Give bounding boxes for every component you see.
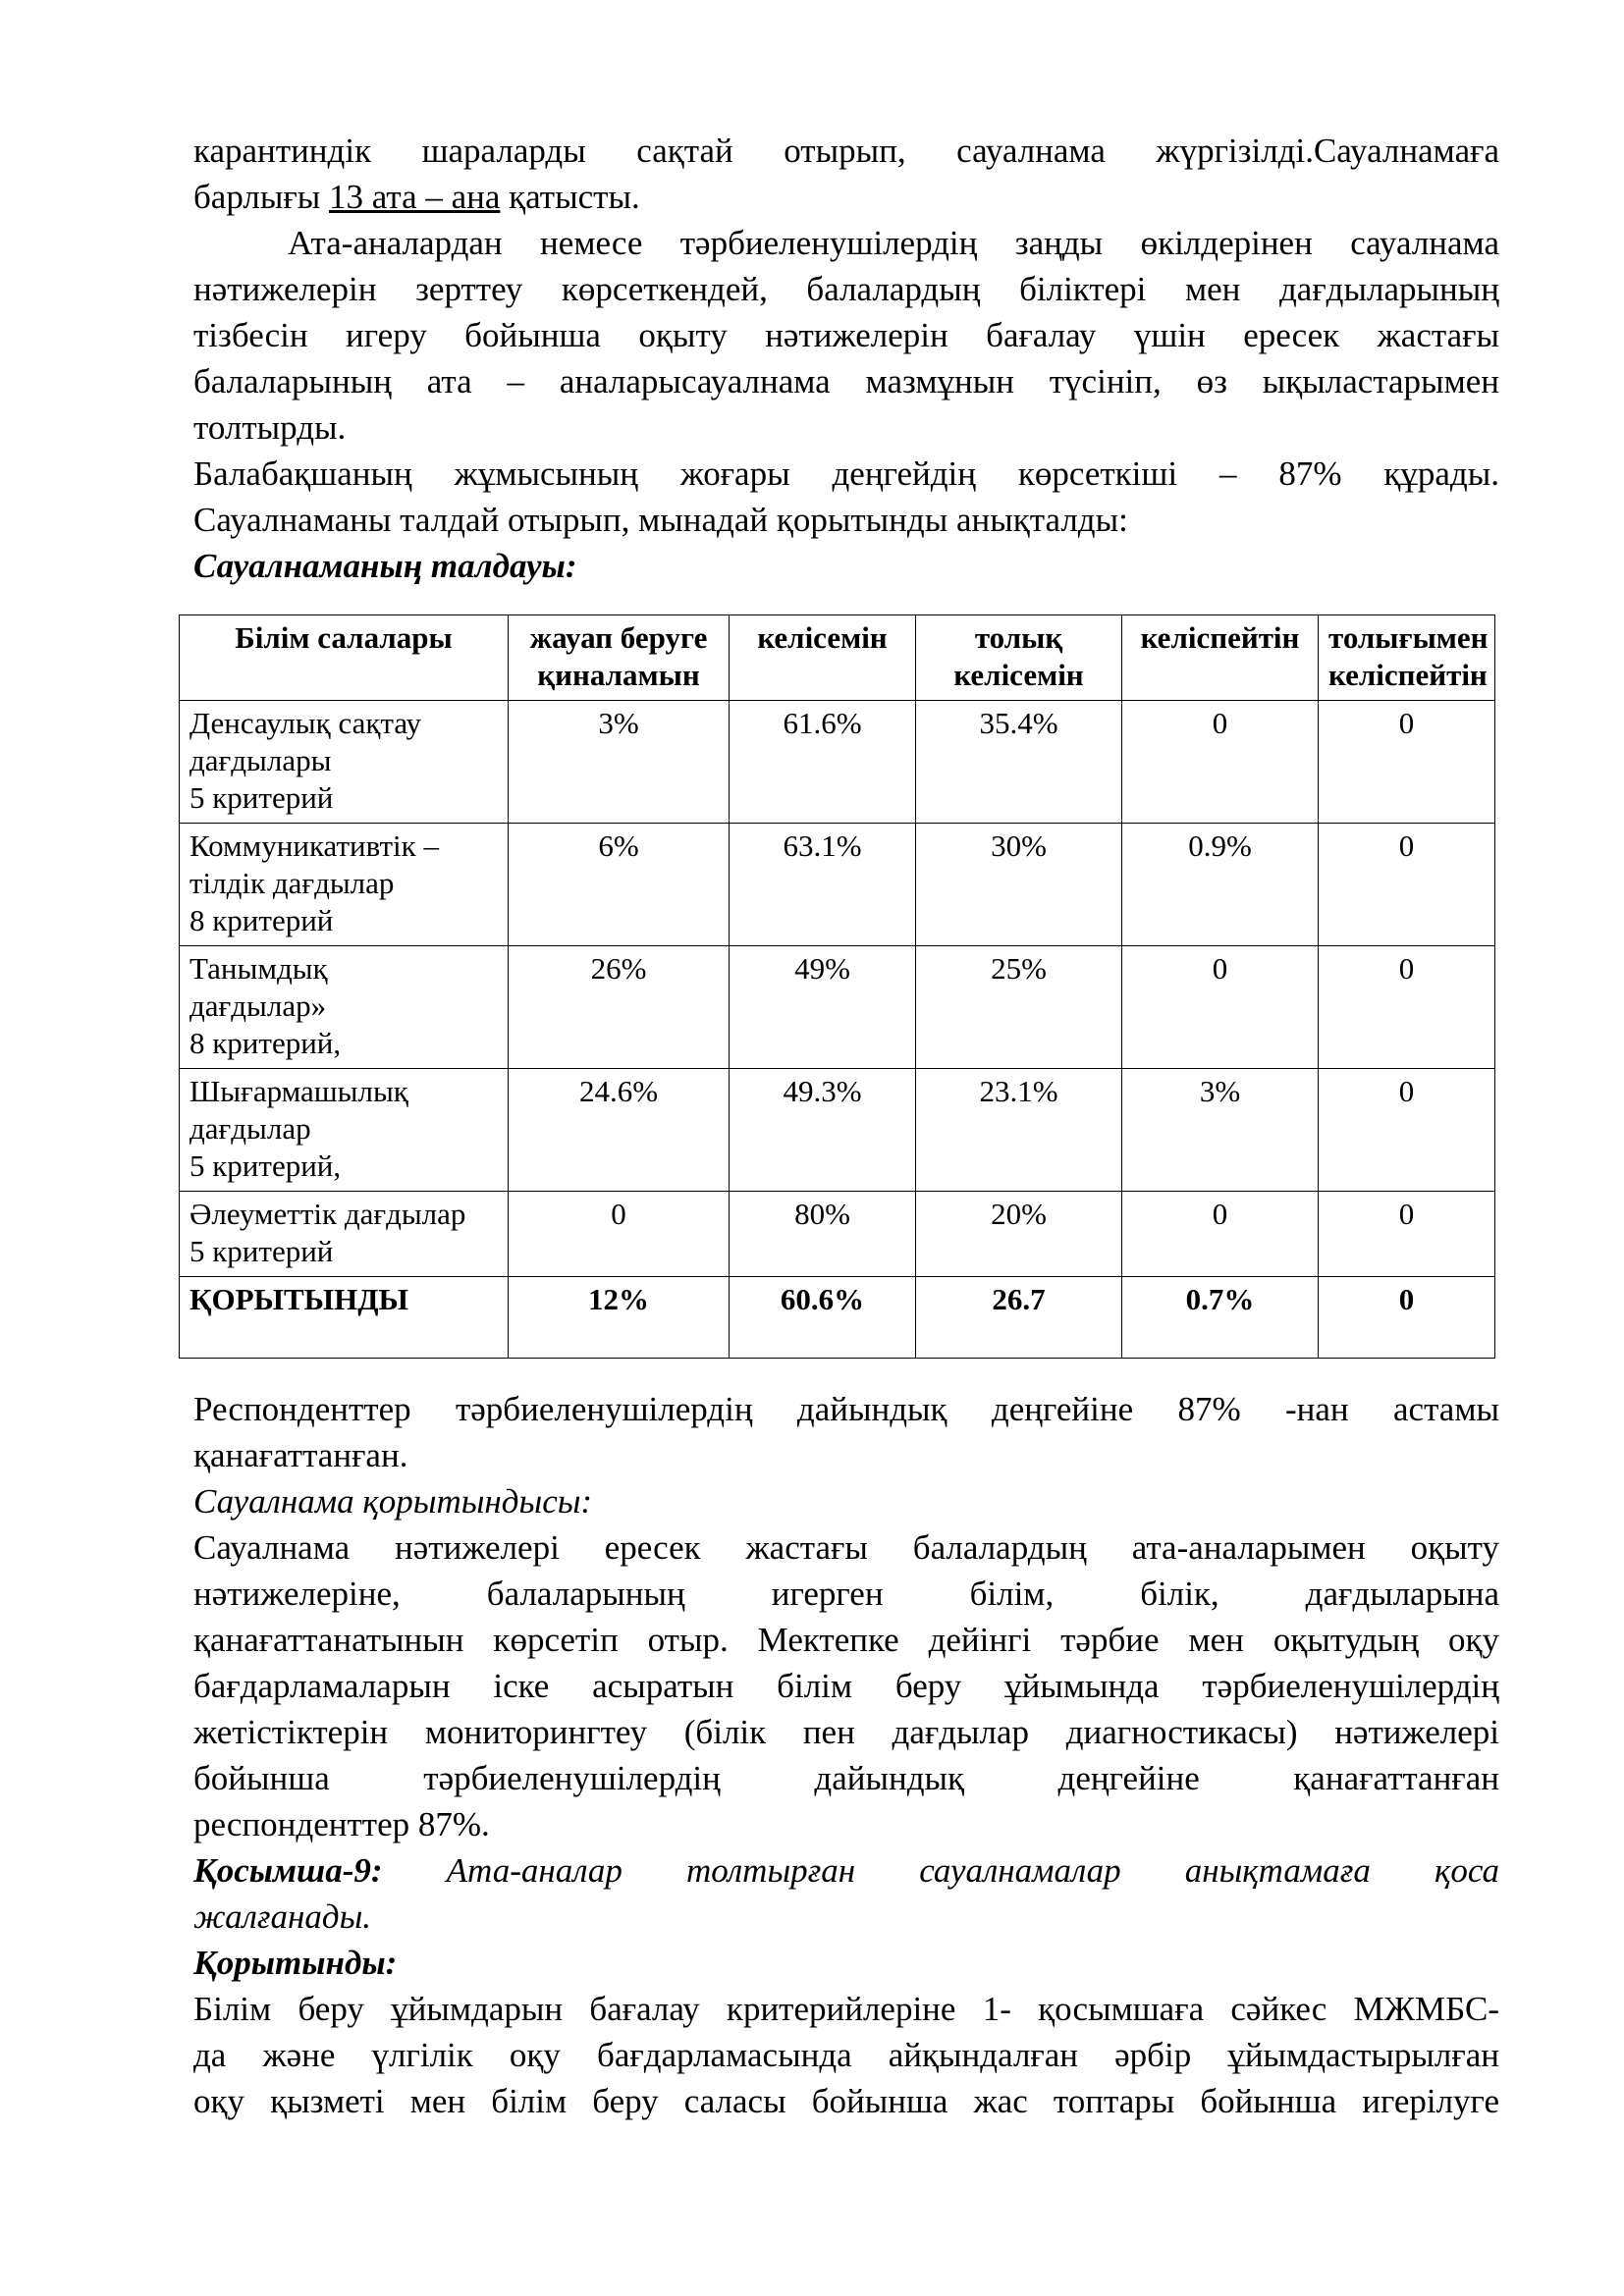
table-cell: 0 (1319, 1069, 1495, 1192)
paragraph-line: тізбесін игеру бойынша оқыту нәтижелерін бағалау үшін ересек жастағы (193, 316, 1499, 354)
conclusion-heading: Қорытынды: (193, 1944, 398, 1982)
row-label: Коммуникативтік – тілдік дағдылар 8 критерий (180, 824, 509, 946)
table-row (180, 1069, 1495, 1192)
table-header-row (180, 615, 1495, 701)
column-header: толығымен келіспейтін (1319, 615, 1495, 701)
row-label: Әлеуметтік дағдылар 5 критерий (180, 1192, 509, 1277)
paragraph-line: балаларының ата – аналарысауалнама мазмұнын түсініп, өз ықыластарымен (193, 362, 1499, 400)
total-cell: 0 (1319, 1277, 1495, 1359)
table-row (180, 946, 1495, 1069)
table-cell: 0.9% (1122, 824, 1319, 946)
annex-line (193, 1847, 1499, 1894)
paragraph-line: Балабақшаның жұмысының жоғары деңгейдің көрсеткіші – 87% құрады. (193, 454, 1499, 493)
column-header: Білім салалары (180, 615, 509, 701)
paragraph-line: карантиндік шараларды сақтай отырып, сауалнама жүргізілді.Сауалнамаға (193, 132, 1499, 170)
table-cell: 26% (509, 946, 730, 1069)
document-body-bottom (193, 1386, 1499, 2124)
table-cell: 0 (1319, 1192, 1495, 1277)
table-cell: 25% (916, 946, 1122, 1069)
row-label: Танымдық дағдылар» 8 критерий, (180, 946, 509, 1069)
table-cell: 80% (730, 1192, 916, 1277)
column-header: келісемін (730, 615, 916, 701)
document-body-top (193, 128, 1499, 589)
table-cell: 23.1% (916, 1069, 1122, 1192)
table-row (180, 824, 1495, 946)
total-cell: 0.7% (1122, 1277, 1319, 1359)
paragraph-line: нәтижелеріне, балаларының игерген білім, білік, дағдыларына (193, 1575, 1499, 1613)
text-span: барлығы (193, 178, 329, 216)
survey-table (179, 614, 1495, 1359)
table-cell: 49% (730, 946, 916, 1069)
results-heading: Сауалнама қорытындысы: (193, 1482, 593, 1521)
table-cell: 0 (1122, 946, 1319, 1069)
paragraph-line: да және үлгілік оқу бағдарламасында айқындалған әрбір ұйымдастырылған (193, 2036, 1499, 2074)
table-cell: 30% (916, 824, 1122, 946)
total-cell: 60.6% (730, 1277, 916, 1359)
paragraph-line: жетістіктерін мониторингтеу (білік пен дағдылар диагностикасы) нәтижелері (193, 1713, 1499, 1751)
table-cell: 0 (509, 1192, 730, 1277)
table-cell: 3% (509, 701, 730, 824)
total-label: ҚОРЫТЫНДЫ (180, 1277, 509, 1359)
paragraph-line: бағдарламаларын іске асыратын білім беру ұйымында тәрбиеленушілердің (193, 1667, 1499, 1705)
analysis-heading: Сауалнаманың талдауы: (193, 547, 577, 585)
table-cell: 49.3% (730, 1069, 916, 1192)
paragraph-line: респонденттер 87%. (193, 1805, 490, 1843)
table-cell: 3% (1122, 1069, 1319, 1192)
annex-text: Ата-аналар толтырған сауалнамалар анықтамаға қоса (382, 1851, 1499, 1890)
table-cell: 6% (509, 824, 730, 946)
table-cell: 0 (1319, 824, 1495, 946)
paragraph-line: қанағаттанатынын көрсетіп отыр. Мектепке дейінгі тәрбие мен оқытудың оқу (193, 1621, 1499, 1659)
paragraph-line: Ата-аналардан немесе тәрбиеленушілердің заңды өкілдерінен сауалнама (288, 224, 1499, 262)
row-label: Денсаулық сақтау дағдылары 5 критерий (180, 701, 509, 824)
paragraph-line: қанағаттанған. (193, 1436, 408, 1474)
paragraph-line: Білім беру ұйымдарын бағалау критерийлеріне 1- қосымшаға сәйкес МЖМБС- (193, 1990, 1499, 2028)
column-header: жауап беруге қиналамын (509, 615, 730, 701)
table-cell: 63.1% (730, 824, 916, 946)
paragraph-line: Респонденттер тәрбиеленушілердің дайындық деңгейіне 87% -нан астамы (193, 1390, 1499, 1428)
paragraph-line: оқу қызметі мен білім беру саласы бойынша жас топтары бойынша игерілуге (193, 2082, 1499, 2120)
table-row (180, 701, 1495, 824)
table-total-row (180, 1277, 1495, 1359)
paragraph-line: нәтижелерін зерттеу көрсеткендей, балалардың біліктері мен дағдыларының (193, 270, 1499, 308)
paragraph-line: толтырды. (193, 408, 347, 447)
table-cell: 0 (1319, 701, 1495, 824)
underlined-text: 13 ата – ана (328, 178, 501, 216)
column-header: толық келісемін (916, 615, 1122, 701)
column-header: келіспейтін (1122, 615, 1319, 701)
table-cell: 35.4% (916, 701, 1122, 824)
table-row (180, 1192, 1495, 1277)
paragraph-line (193, 174, 1499, 220)
total-cell: 26.7 (916, 1277, 1122, 1359)
text-span: қатысты. (500, 178, 640, 216)
table-cell: 61.6% (730, 701, 916, 824)
annex-label: Қосымша-9: (193, 1851, 383, 1890)
paragraph-line: жалғанады. (193, 1897, 372, 1936)
row-label: Шығармашылық дағдылар 5 критерий, (180, 1069, 509, 1192)
table-cell: 0 (1319, 946, 1495, 1069)
table-cell: 24.6% (509, 1069, 730, 1192)
paragraph-line: бойынша тәрбиеленушілердің дайындық деңгейіне қанағаттанған (193, 1759, 1499, 1797)
table-cell: 20% (916, 1192, 1122, 1277)
table-cell: 0 (1122, 701, 1319, 824)
paragraph-line: Сауалнаманы талдай отырып, мынадай қорытынды анықталды: (193, 501, 1128, 539)
table-cell: 0 (1122, 1192, 1319, 1277)
total-cell: 12% (509, 1277, 730, 1359)
paragraph-line: Сауалнама нәтижелері ересек жастағы балалардың ата-аналарымен оқыту (193, 1528, 1499, 1567)
